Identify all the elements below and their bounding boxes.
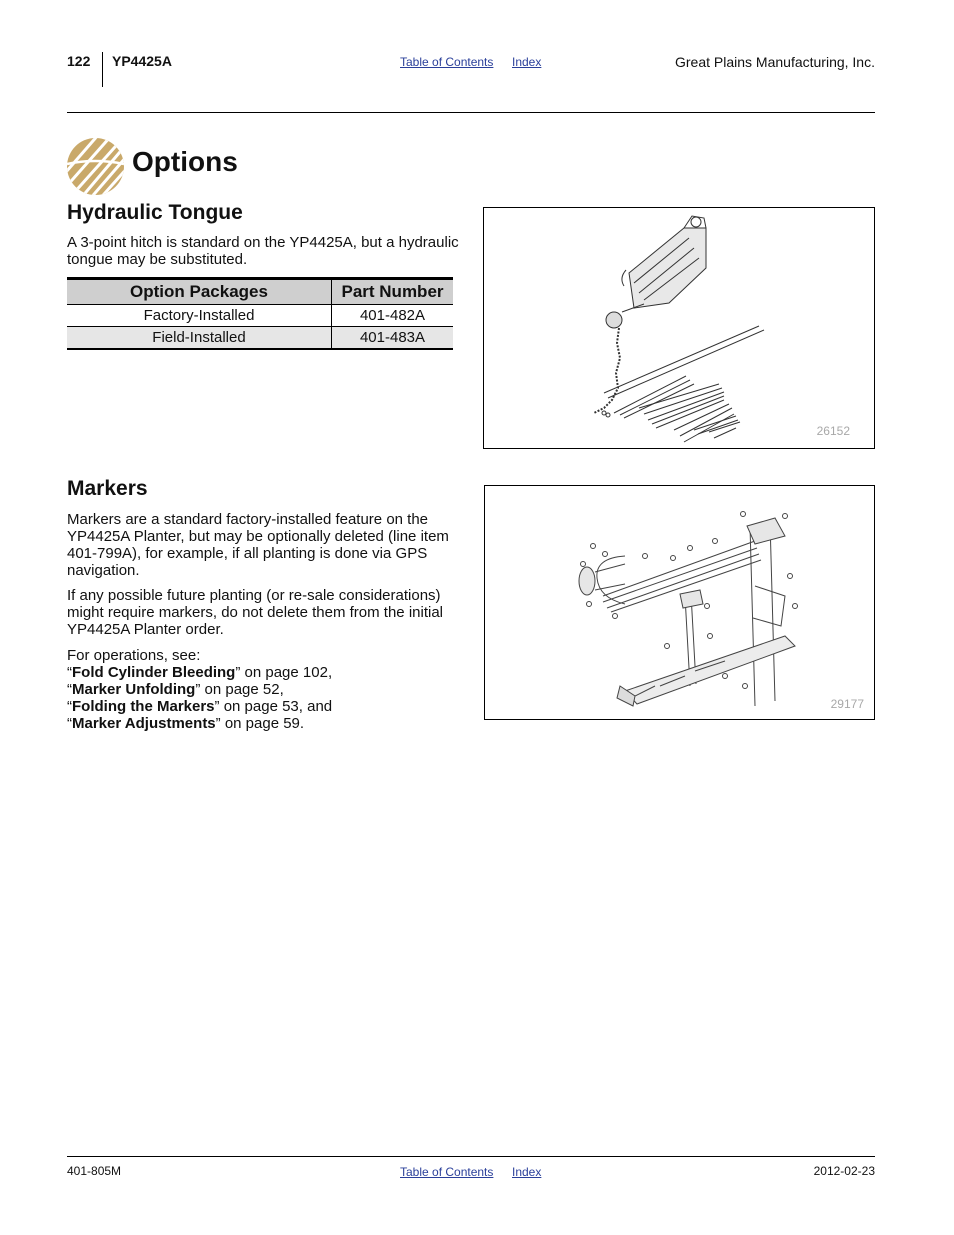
hydraulic-tongue-illustration (484, 208, 874, 448)
header-divider (102, 52, 103, 87)
ref-tail: ” on page 53, and (214, 698, 333, 715)
table-cell-option: Field-Installed (67, 327, 332, 350)
table-cell-part: 401-483A (332, 327, 454, 350)
header-index-link[interactable]: Index (512, 55, 542, 69)
figure-number: 26152 (816, 424, 850, 438)
footer-rule (67, 1156, 875, 1157)
header-rule (67, 112, 875, 113)
open-quote: “ (67, 698, 72, 715)
markers-paragraph-1: Markers are a standard factory-installed feature on the YP4425A Planter, but may be optionally deleted (line item 401-799A), for example, if all planting is done via GPS navigation. (67, 511, 449, 579)
header-toc-link[interactable]: Table of Contents (400, 55, 494, 69)
hydraulic-tongue-body: A 3-point hitch is standard on the YP4425A, but a hydraulic tongue may be substituted. (67, 234, 459, 268)
company-name: Great Plains Manufacturing, Inc. (675, 54, 875, 70)
ref-tail: ” on page 102, (235, 664, 333, 681)
footer-toc-link[interactable]: Table of Contents (400, 1165, 494, 1179)
marker-assembly-figure (484, 485, 875, 720)
document-date: 2012-02-23 (813, 1164, 875, 1178)
ref-tail: ” on page 52, (195, 681, 284, 698)
markers-paragraph-2: If any possible future planting (or re-sale considerations) might require markers, do not delete them from the initial YP4425A Planter order. (67, 587, 444, 638)
page-number: 122 (67, 53, 91, 69)
option-packages-table (67, 277, 453, 350)
ref-tail: ” on page 59. (215, 715, 305, 732)
document-number: 401-805M (67, 1164, 122, 1178)
operations-ref-item[interactable] (67, 715, 332, 732)
great-plains-logo-icon (67, 138, 124, 195)
figure-number: 29177 (830, 697, 864, 711)
hydraulic-tongue-heading: Hydraulic Tongue (67, 201, 243, 224)
ref-title: Folding the Markers (72, 698, 215, 715)
open-quote: “ (67, 681, 72, 698)
model-name: YP4425A (112, 53, 172, 69)
markers-heading: Markers (67, 477, 148, 500)
ref-title: Fold Cylinder Bleeding (72, 664, 236, 681)
operations-ref-item[interactable] (67, 698, 332, 715)
table-header-part-number: Part Number (332, 279, 454, 305)
hydraulic-tongue-figure (483, 207, 875, 449)
ref-title: Marker Unfolding (72, 681, 196, 698)
ref-title: Marker Adjustments (72, 715, 216, 732)
table-row (67, 305, 453, 327)
table-header-option-packages: Option Packages (67, 279, 332, 305)
operations-ref-item[interactable] (67, 664, 332, 681)
open-quote: “ (67, 715, 72, 732)
marker-assembly-illustration (485, 486, 874, 719)
operations-intro: For operations, see: (67, 647, 201, 664)
footer-index-link[interactable]: Index (512, 1165, 542, 1179)
table-cell-option: Factory-Installed (67, 305, 332, 327)
operations-ref-item[interactable] (67, 681, 332, 698)
page-title: Options (132, 146, 238, 177)
table-cell-part: 401-482A (332, 305, 454, 327)
open-quote: “ (67, 664, 72, 681)
table-row (67, 327, 453, 350)
operations-references (67, 647, 332, 732)
